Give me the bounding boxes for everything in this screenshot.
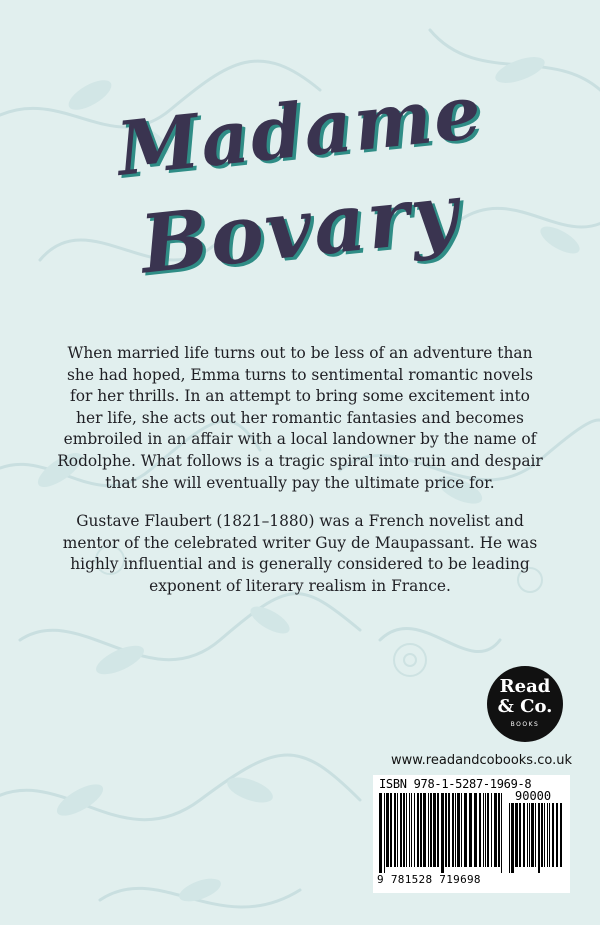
barcode-bar [384, 793, 385, 873]
barcode-bar [397, 793, 398, 867]
barcode-bar [498, 793, 500, 867]
barcode-bar [483, 793, 484, 867]
barcode-bar [417, 793, 419, 867]
barcode-bar [544, 803, 545, 867]
barcode-bar [474, 793, 477, 867]
barcode-bar [501, 793, 502, 873]
barcode-bar [423, 793, 426, 867]
barcode-bar [455, 793, 456, 867]
barcode-bar [531, 803, 534, 867]
barcode-bar [461, 793, 462, 867]
barcode-bar [441, 793, 444, 873]
barcode-bar [390, 793, 392, 867]
barcode-bar [535, 803, 536, 867]
barcode-bar [452, 793, 454, 867]
barcode-bar [464, 793, 467, 867]
barcode-bar [527, 803, 528, 867]
barcode-bar [541, 803, 543, 867]
barcode-bar [560, 803, 562, 867]
barcode-bar [538, 803, 540, 873]
barcode-bars-addon [509, 803, 565, 873]
barcode-bar [403, 793, 405, 867]
barcode-bar [556, 803, 558, 867]
logo-line-co: & Co. [497, 696, 553, 717]
barcode-bar [379, 793, 382, 873]
logo-line-read: Read [499, 676, 551, 697]
barcode-bar [469, 793, 472, 867]
barcode-bar [448, 793, 450, 867]
author-bio-paragraph: Gustave Flaubert (1821–1880) was a French novelist and mentor of the celebrated writer Guy de Maupassant. He was highly influential and is generally considered to be leading exponent of literary realism in France. [62, 512, 538, 595]
isbn-barcode [373, 775, 570, 893]
book-description [55, 343, 545, 615]
publisher-website: www.readandcobooks.co.uk [390, 753, 572, 768]
title-line-madame: Madame [113, 69, 487, 193]
barcode-bar [487, 793, 489, 867]
barcode-bar [414, 793, 415, 867]
barcode-bar [420, 793, 422, 867]
barcode-bar [430, 793, 432, 867]
barcode-bar [409, 793, 410, 867]
barcode-bar [511, 803, 514, 873]
barcode-bar [406, 793, 407, 867]
barcode-bar [494, 793, 497, 867]
barcode-bar [547, 803, 548, 867]
barcode-bar [457, 793, 460, 867]
synopsis-paragraph: When married life turns out to be less of an adventure than she had hoped, Emma turns to sentimental romantic novels for her thrills. In an attempt to bring some excitement into her life, she acts out her romantic fantasies and becomes embroiled in an affair with a local landowner by the name of Rodolphe. What follows is a tragic spiral into ruin and despair that she will eventually pay the ultimate price for. [57, 344, 543, 492]
barcode-bar [428, 793, 429, 867]
barcode-bar [549, 803, 550, 867]
isbn-number: ISBN 978-1-5287-1969-8 [379, 777, 532, 791]
barcode-bar [400, 793, 402, 867]
barcode-bar [519, 803, 521, 867]
barcode-bar [445, 793, 447, 867]
ean-number: 9 781528 719698 [377, 873, 481, 886]
barcode-bar [411, 793, 412, 867]
barcode-bar [491, 793, 492, 867]
publisher-logo [487, 666, 563, 742]
barcode-bar [433, 793, 436, 867]
barcode-bar [515, 803, 518, 867]
barcode-bar [509, 803, 510, 873]
barcode-bar [479, 793, 481, 867]
barcode-bars-main [379, 793, 503, 873]
logo-line-books: BOOKS [510, 721, 540, 728]
barcode-bar [386, 793, 389, 867]
price-code: 90000 [515, 789, 552, 803]
title-line-bovary: Bovary [135, 164, 465, 292]
barcode-bar [485, 793, 486, 867]
barcode-bar [529, 803, 530, 867]
barcode-bar [523, 803, 525, 867]
barcode-bar [552, 803, 554, 867]
barcode-bar [437, 793, 439, 867]
barcode-bar [394, 793, 396, 867]
